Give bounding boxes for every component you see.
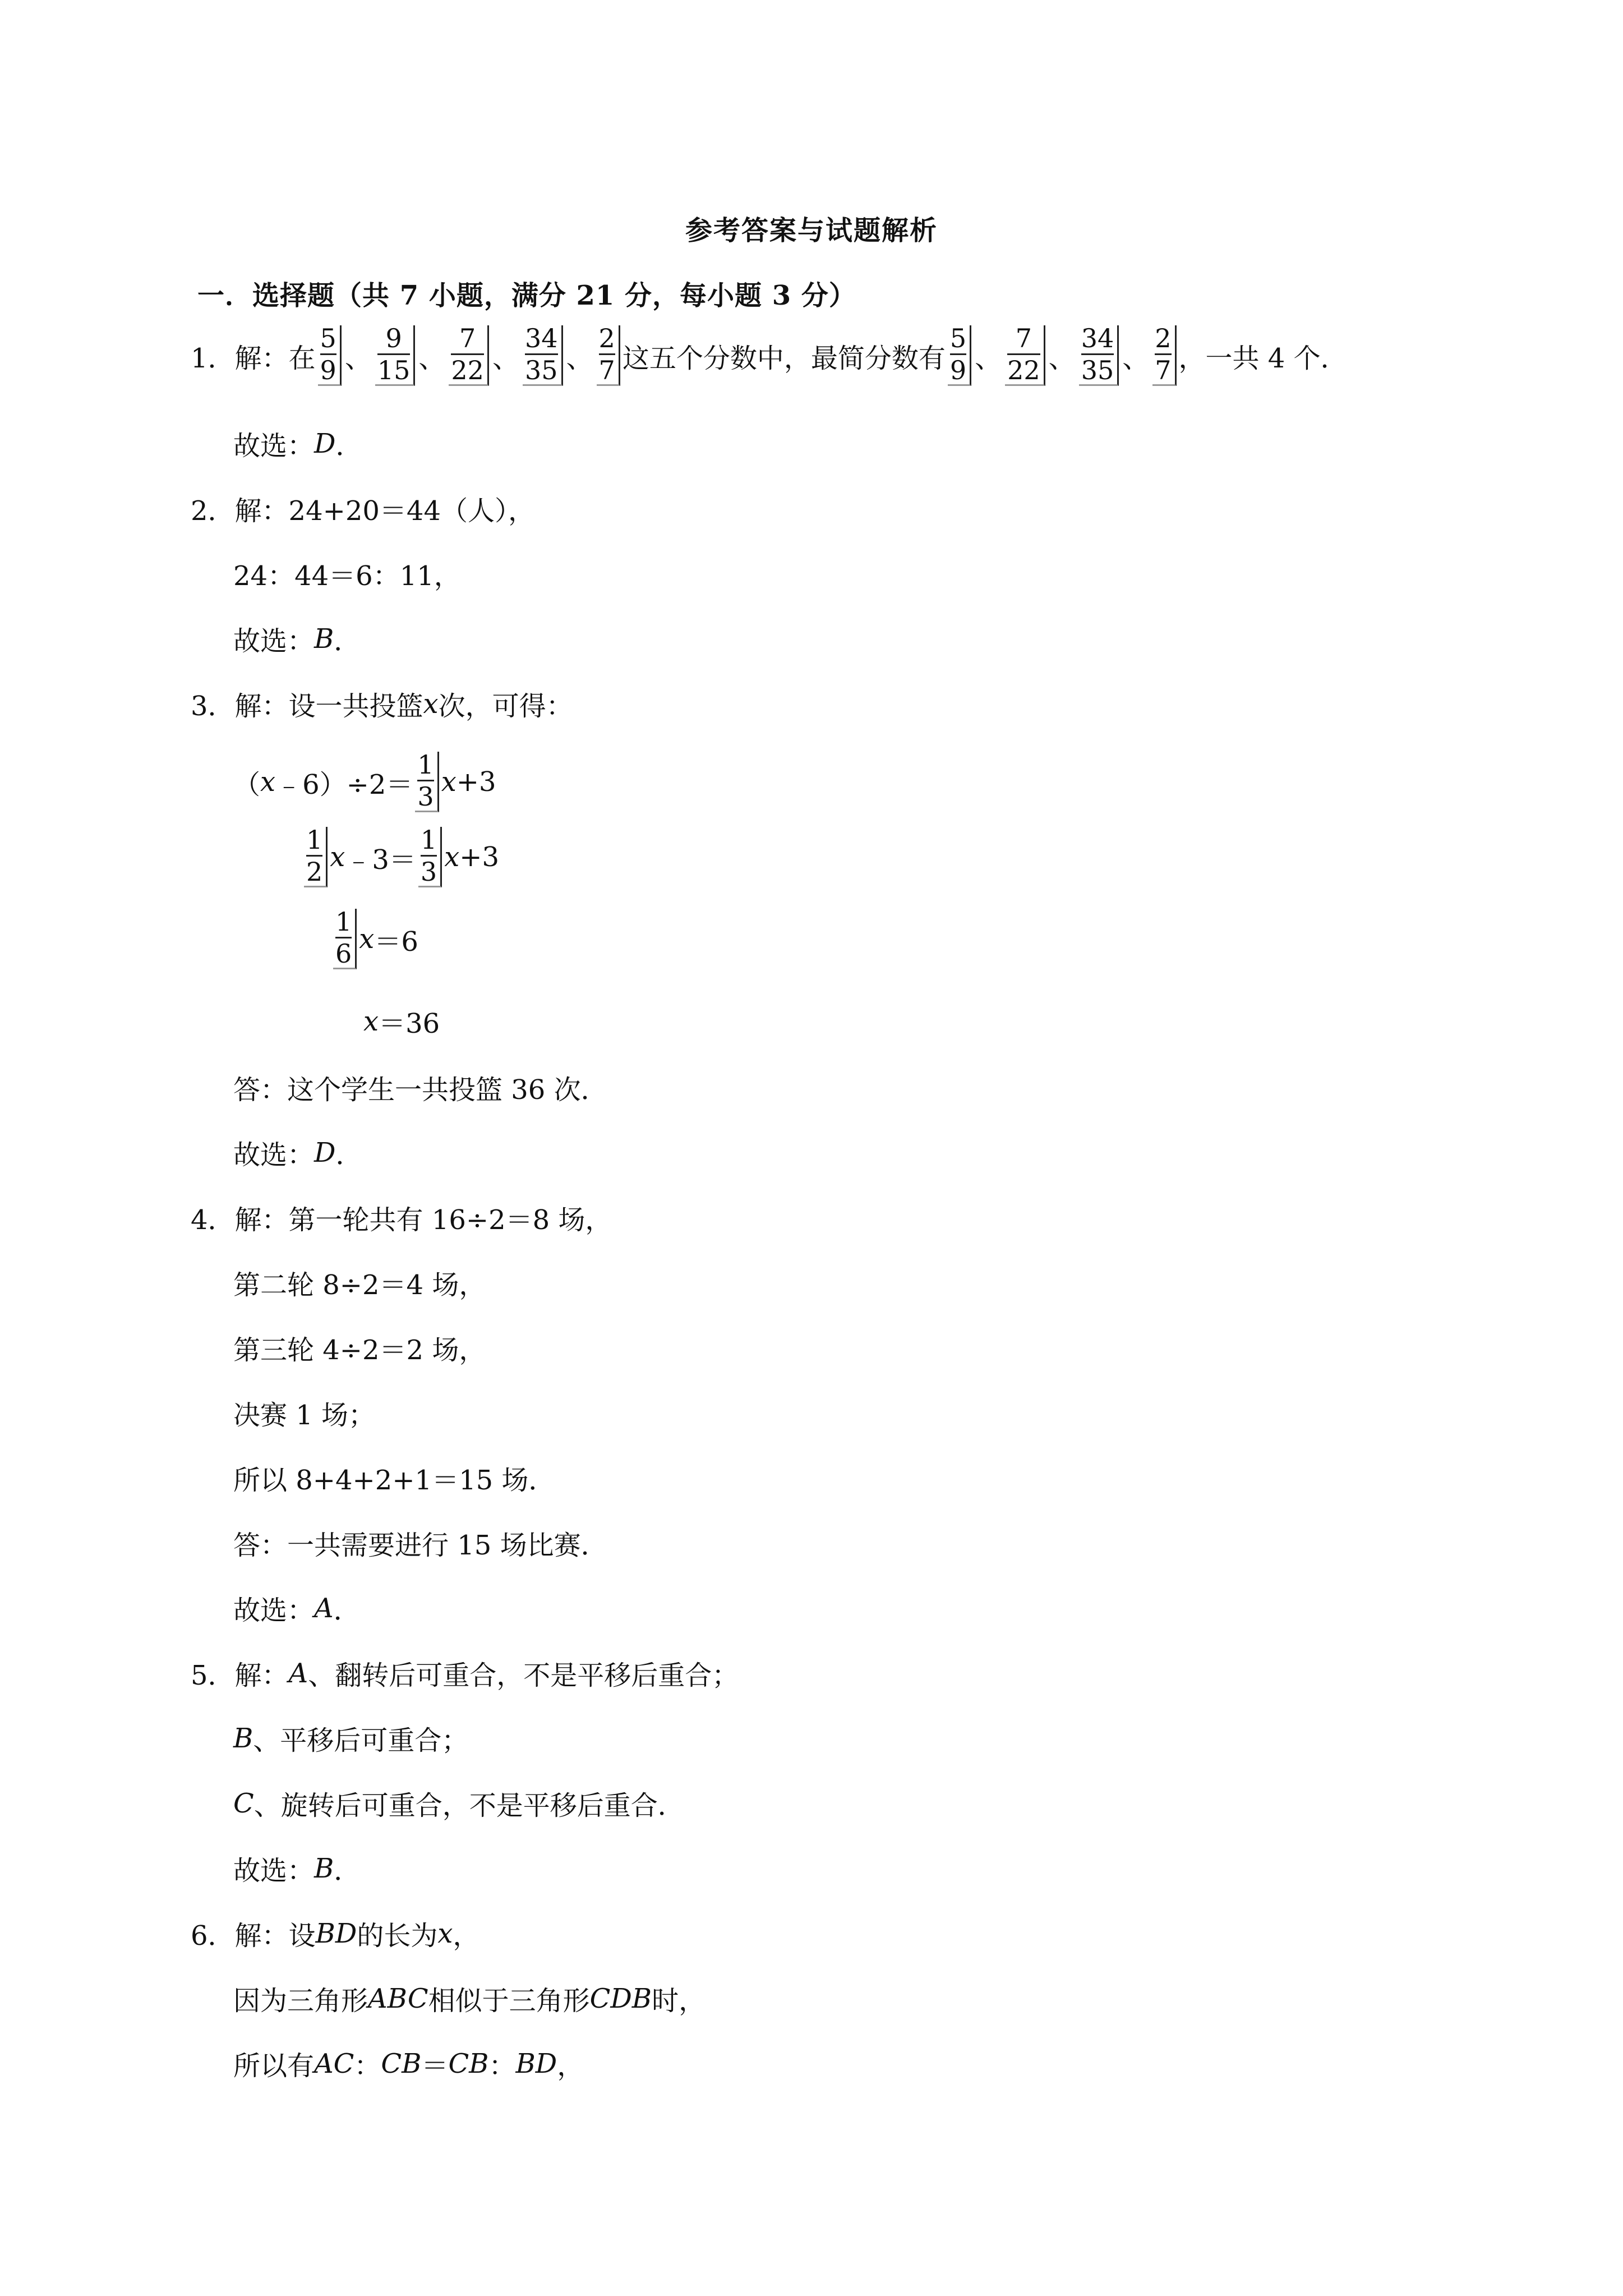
- fraction: $\frac{5}{9}$: [318, 325, 342, 386]
- fraction: $\frac{7}{22}$: [1005, 325, 1045, 386]
- q4-line-4: 决赛 1 场；: [233, 1400, 376, 1431]
- q5-line-1: 5．解： A 、翻转后可重合，不是平移后重合；: [191, 1657, 739, 1691]
- q1-line: 1．解：在 $\frac{5}{9}$ 、 $\frac{9}{15}$ 、 $\frac{7}{22}$ 、 $\frac{34}{35}$ 、 $\frac{2}{7}$ 这五个分数中，最简分数有 $\frac{5}{9}$ 、 $\frac{7}{22}$ 、 $\frac{34}{35}$ 、 $\frac{2}{7}$ ，一共 4 个．: [191, 323, 1348, 385]
- q4-line-1: 4．解：第一轮共有 16÷2＝8 场，: [191, 1204, 612, 1236]
- q1-choice: 故选： D ．: [233, 427, 363, 462]
- q5-line-3: C 、旋转后可重合，不是平移后重合．: [233, 1787, 685, 1821]
- fraction: $\frac{1}{3}$: [415, 752, 439, 812]
- q4-answer: 答：一共需要进行 15 场比赛．: [233, 1530, 608, 1561]
- q3-equation-3: $\frac{1}{6}$ x ＝6: [331, 909, 418, 969]
- q2-line-2: 24：44＝6：11，: [233, 560, 461, 592]
- q6-line-2: 因为三角形 ABC 相似于三角形 CDB 时，: [233, 1982, 706, 2017]
- fraction: $\frac{34}{35}$: [523, 325, 563, 386]
- page-title: 参考答案与试题解析: [685, 215, 938, 246]
- fraction: $\frac{1}{2}$: [304, 827, 328, 887]
- fraction: $\frac{5}{9}$: [948, 325, 971, 386]
- fraction: $\frac{1}{6}$: [333, 909, 357, 969]
- fraction: $\frac{7}{22}$: [449, 325, 489, 386]
- q5-line-2: B 、平移后可重合；: [233, 1722, 469, 1756]
- fraction: $\frac{2}{7}$: [597, 325, 620, 386]
- fraction: $\frac{2}{7}$: [1152, 325, 1176, 386]
- q3-equation-4: x ＝36: [363, 1005, 440, 1039]
- q3-equation-1: （ x ﹣6）÷2＝ $\frac{1}{3}$ x +3: [233, 749, 496, 812]
- q6-line-3: 所以有 AC ： CB ＝ CB ： BD ，: [233, 2047, 584, 2082]
- q3-line-1: 3．解：设一共投篮 x 次，可得：: [191, 688, 573, 722]
- q3-choice: 故选： D ．: [233, 1137, 363, 1171]
- q2-choice: 故选： B ．: [233, 623, 361, 657]
- q1-middle-text: 这五个分数中，最简分数有: [622, 342, 946, 374]
- q4-line-5: 所以 8+4+2+1＝15 场．: [233, 1465, 556, 1496]
- q4-line-3: 第三轮 4÷2＝2 场，: [233, 1335, 486, 1366]
- section-heading: 一．选择题（共 7 小题，满分 21 分，每小题 3 分）: [197, 280, 856, 311]
- fraction: $\frac{34}{35}$: [1079, 325, 1119, 386]
- q4-choice: 故选： A ．: [233, 1592, 361, 1626]
- q4-line-2: 第二轮 8÷2＝4 场，: [233, 1269, 486, 1301]
- q1-tail-text: ，一共 4 个．: [1178, 342, 1348, 374]
- q2-line-1: 2．解：24+20＝44（人），: [191, 495, 535, 527]
- q6-line-1: 6．解：设 BD 的长为 x ，: [191, 1917, 480, 1952]
- q1-label: 1．解：在: [191, 342, 316, 374]
- fraction: $\frac{9}{15}$: [375, 325, 416, 386]
- fraction: $\frac{1}{3}$: [418, 827, 442, 887]
- q3-equation-2: $\frac{1}{2}$ x ﹣3＝ $\frac{1}{3}$ x +3: [302, 827, 499, 887]
- q5-choice: 故选： B ．: [233, 1852, 361, 1887]
- q3-answer: 答：这个学生一共投篮 36 次．: [233, 1074, 608, 1106]
